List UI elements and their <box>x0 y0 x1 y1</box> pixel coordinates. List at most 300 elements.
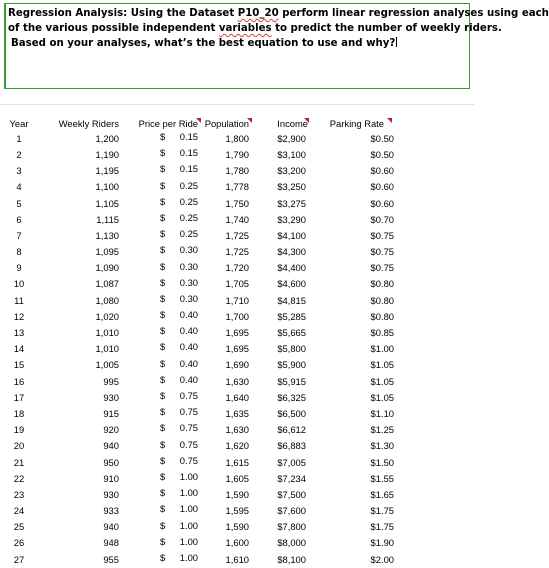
price-value <box>160 390 198 403</box>
table-row <box>0 487 398 503</box>
price-value <box>160 131 198 144</box>
cell-year: 6 <box>16 213 22 225</box>
currency-symbol: $ <box>160 244 166 256</box>
cell-price-per-ride <box>123 131 202 147</box>
cell-population: 1,590 <box>225 521 249 533</box>
cell-price-per-ride <box>123 520 202 536</box>
table-row <box>0 406 398 422</box>
cell-weekly-riders: 940 <box>103 521 119 533</box>
spellcheck-word-variables: variables <box>218 23 272 34</box>
cell-parking-rate: $1.10 <box>370 407 394 419</box>
price-value <box>160 471 198 484</box>
price-value <box>160 406 198 419</box>
cell-parking-rate: $1.05 <box>370 375 394 387</box>
cell-year: 2 <box>16 148 22 160</box>
cell-price-per-ride <box>123 358 202 374</box>
filter-marker-icon[interactable] <box>247 118 252 123</box>
table-row <box>0 552 398 568</box>
cell-income: $2,900 <box>277 132 306 144</box>
price-amount: 0.75 <box>179 390 198 401</box>
price-amount: 1.00 <box>179 551 198 563</box>
table-row <box>0 422 398 438</box>
cell-weekly-riders: 995 <box>103 375 119 387</box>
cell-parking-rate: $1.00 <box>370 343 394 355</box>
currency-symbol: $ <box>160 357 166 369</box>
cell-weekly-riders: 1,005 <box>95 359 119 371</box>
table-row <box>0 520 398 536</box>
cell-population: 1,635 <box>225 407 249 419</box>
cell-price-per-ride <box>123 536 202 552</box>
cell-income: $7,600 <box>277 505 306 517</box>
cell-parking-rate: $1.65 <box>370 488 394 500</box>
question-line-2-end: to predict the number of weekly riders. <box>271 23 502 34</box>
table-row <box>0 358 398 374</box>
currency-symbol: $ <box>160 211 166 223</box>
cell-population: 1,605 <box>225 472 249 484</box>
cell-price-per-ride <box>123 422 202 438</box>
cell-income: $5,900 <box>277 359 306 371</box>
currency-symbol: $ <box>160 228 166 240</box>
cell-parking-rate: $1.90 <box>370 537 394 549</box>
currency-symbol: $ <box>160 503 166 515</box>
price-value <box>160 455 198 468</box>
currency-symbol: $ <box>160 163 166 175</box>
price-value <box>160 261 198 274</box>
table-row <box>0 503 398 519</box>
cell-year: 4 <box>16 181 22 193</box>
cell-year: 17 <box>13 391 25 403</box>
cell-income: $6,612 <box>277 424 306 436</box>
cell-weekly-riders: 950 <box>103 456 119 468</box>
header-weekly-riders: Weekly Riders <box>58 118 119 130</box>
cell-parking-rate: $0.75 <box>370 246 394 258</box>
price-amount: 0.75 <box>179 406 198 418</box>
cell-weekly-riders: 1,020 <box>95 310 119 322</box>
price-amount: 0.75 <box>179 454 198 466</box>
table-row <box>0 374 398 390</box>
filter-marker-icon[interactable] <box>387 118 392 123</box>
currency-symbol: $ <box>160 325 166 337</box>
cell-parking-rate: $0.80 <box>370 310 394 322</box>
cell-price-per-ride <box>123 244 202 260</box>
table-row <box>0 261 398 277</box>
cell-population: 1,690 <box>225 359 249 371</box>
price-amount: 0.75 <box>179 422 198 434</box>
cell-population: 1,630 <box>225 375 249 387</box>
price-amount: 0.15 <box>179 163 198 175</box>
sheet-gridline <box>0 104 474 105</box>
cell-weekly-riders: 1,010 <box>95 327 119 339</box>
cell-weekly-riders: 1,115 <box>96 213 119 225</box>
cell-year: 20 <box>13 440 25 452</box>
cell-year: 22 <box>13 472 25 484</box>
filter-marker-icon[interactable] <box>304 118 309 123</box>
price-amount: 1.00 <box>179 470 198 482</box>
cell-income: $7,500 <box>277 488 306 500</box>
cell-parking-rate: $2.00 <box>370 553 394 565</box>
cell-parking-rate: $1.30 <box>370 440 394 452</box>
cell-population: 1,640 <box>225 391 249 403</box>
cell-price-per-ride <box>123 261 202 277</box>
price-amount: 0.30 <box>179 292 198 304</box>
cell-year: 13 <box>13 327 25 339</box>
price-value <box>160 536 198 549</box>
price-amount: 0.40 <box>179 357 198 369</box>
price-amount: 0.25 <box>179 179 198 191</box>
table-row <box>0 471 398 487</box>
cell-price-per-ride <box>123 147 202 163</box>
cell-income: $3,250 <box>277 181 306 193</box>
header-parking-label: Parking Rate <box>329 118 384 130</box>
cell-income: $7,005 <box>277 456 306 468</box>
cell-price-per-ride <box>123 228 202 244</box>
cell-income: $6,500 <box>277 407 306 419</box>
cell-population: 1,710 <box>225 294 249 306</box>
cell-parking-rate: $1.55 <box>370 472 394 484</box>
cell-year: 21 <box>13 456 25 468</box>
cell-income: $4,300 <box>277 246 306 258</box>
table-row <box>0 439 398 455</box>
header-income <box>253 118 310 131</box>
cell-income: $3,200 <box>277 165 306 177</box>
cell-weekly-riders: 930 <box>103 391 119 403</box>
cell-weekly-riders: 1,130 <box>95 229 119 241</box>
price-amount: 0.30 <box>179 276 198 288</box>
cell-weekly-riders: 1,195 <box>95 165 119 177</box>
table-row <box>0 455 398 471</box>
cell-population: 1,705 <box>225 278 249 290</box>
header-row <box>0 118 398 131</box>
header-price-label: Price per Ride <box>138 118 198 130</box>
cell-population: 1,590 <box>225 488 249 500</box>
price-amount: 1.00 <box>179 487 198 499</box>
cell-year: 27 <box>13 553 25 565</box>
dataset-table <box>0 118 398 568</box>
currency-symbol: $ <box>160 276 166 288</box>
cell-weekly-riders: 1,100 <box>95 181 119 193</box>
price-amount: 0.15 <box>179 131 198 142</box>
cell-population: 1,725 <box>225 229 249 241</box>
cell-weekly-riders: 910 <box>103 472 119 484</box>
cell-income: $8,000 <box>277 537 306 549</box>
cell-income: $4,100 <box>277 229 306 241</box>
cell-year: 25 <box>13 521 25 533</box>
cell-weekly-riders: 1,090 <box>95 262 119 274</box>
currency-symbol: $ <box>160 147 166 159</box>
cell-year: 12 <box>13 310 25 322</box>
price-amount: 1.00 <box>179 535 198 547</box>
cell-income: $5,665 <box>277 327 306 339</box>
cell-income: $4,815 <box>277 294 306 306</box>
cell-year: 8 <box>16 246 22 258</box>
price-value <box>160 439 198 452</box>
cell-income: $4,400 <box>277 262 306 274</box>
cell-income: $6,883 <box>277 440 306 452</box>
cell-price-per-ride <box>123 341 202 357</box>
cell-year: 10 <box>13 278 25 290</box>
currency-symbol: $ <box>160 551 166 563</box>
question-line-2 <box>8 21 502 36</box>
cell-year: 15 <box>13 359 25 371</box>
table-row <box>0 131 398 147</box>
cell-population: 1,740 <box>225 213 249 225</box>
cell-population: 1,750 <box>225 197 249 209</box>
cell-year: 18 <box>13 407 25 419</box>
price-value <box>160 163 198 176</box>
cell-weekly-riders: 1,087 <box>95 278 119 290</box>
question-line-1-start: Regression Analysis: Using the Dataset <box>8 8 238 19</box>
cell-population: 1,780 <box>225 165 249 177</box>
cell-weekly-riders: 930 <box>103 488 119 500</box>
question-textbox[interactable] <box>4 3 549 89</box>
cell-income: $6,325 <box>277 391 306 403</box>
cell-parking-rate: $0.50 <box>370 132 394 144</box>
currency-symbol: $ <box>160 179 166 191</box>
header-year: Year <box>9 118 29 130</box>
header-parking-rate <box>310 118 398 131</box>
price-value <box>160 180 198 193</box>
cell-income: $7,234 <box>277 472 306 484</box>
cell-population: 1,725 <box>225 246 249 258</box>
price-value <box>160 293 198 306</box>
cell-income: $5,800 <box>277 343 306 355</box>
cell-parking-rate: $0.80 <box>370 278 394 290</box>
currency-symbol: $ <box>160 454 166 466</box>
cell-parking-rate: $1.50 <box>370 456 394 468</box>
cell-year: 19 <box>13 424 25 436</box>
header-income-label: Income <box>277 118 308 130</box>
cell-year: 26 <box>13 537 25 549</box>
cell-population: 1,600 <box>225 537 249 549</box>
price-value <box>160 374 198 387</box>
cell-price-per-ride <box>123 293 202 309</box>
cell-parking-rate: $1.25 <box>370 424 394 436</box>
cell-population: 1,610 <box>225 553 249 565</box>
cell-population: 1,695 <box>225 327 249 339</box>
cell-parking-rate: $0.85 <box>370 327 394 339</box>
text-cursor <box>396 37 397 47</box>
cell-weekly-riders: 948 <box>103 537 119 549</box>
cell-population: 1,615 <box>225 456 249 468</box>
currency-symbol: $ <box>160 406 166 418</box>
cell-weekly-riders: 1,190 <box>95 148 119 160</box>
cell-year: 11 <box>14 294 24 306</box>
table-row <box>0 309 398 325</box>
table-row <box>0 341 398 357</box>
price-value <box>160 552 198 565</box>
price-value <box>160 358 198 371</box>
price-value <box>160 503 198 516</box>
cell-population: 1,630 <box>225 424 249 436</box>
cell-weekly-riders: 1,010 <box>95 343 119 355</box>
filter-marker-icon[interactable] <box>196 118 201 123</box>
price-value <box>160 212 198 225</box>
cell-price-per-ride <box>123 277 202 293</box>
table-row <box>0 180 398 196</box>
table-row <box>0 244 398 260</box>
cell-population: 1,620 <box>225 440 249 452</box>
currency-symbol: $ <box>160 438 166 450</box>
cell-year: 23 <box>13 488 25 500</box>
cell-price-per-ride <box>123 196 202 212</box>
cell-price-per-ride <box>123 503 202 519</box>
table-row <box>0 212 398 228</box>
table-row <box>0 293 398 309</box>
currency-symbol: $ <box>160 341 166 353</box>
question-line-3-text: Based on your analyses, what’s the best equation to use and why? <box>11 38 396 49</box>
price-value <box>160 520 198 533</box>
price-amount: 1.00 <box>179 503 198 515</box>
question-line-1 <box>8 6 549 21</box>
cell-parking-rate: $0.80 <box>370 294 394 306</box>
currency-symbol: $ <box>160 487 166 499</box>
price-value <box>160 277 198 290</box>
cell-income: $3,275 <box>277 197 306 209</box>
cell-price-per-ride <box>123 439 202 455</box>
cell-weekly-riders: 1,080 <box>95 294 119 306</box>
cell-income: $3,290 <box>277 213 306 225</box>
price-value <box>160 487 198 500</box>
price-amount: 1.00 <box>179 519 198 531</box>
cell-price-per-ride <box>123 487 202 503</box>
price-value <box>160 309 198 322</box>
cell-price-per-ride <box>123 325 202 341</box>
price-value <box>160 244 198 257</box>
cell-year: 1 <box>16 132 22 144</box>
cell-price-per-ride <box>123 163 202 179</box>
table-row <box>0 536 398 552</box>
cell-weekly-riders: 1,095 <box>95 246 119 258</box>
cell-population: 1,595 <box>225 505 249 517</box>
table-row <box>0 277 398 293</box>
cell-price-per-ride <box>123 374 202 390</box>
price-value <box>160 422 198 435</box>
question-line-2-start: of the various possible independent <box>8 23 219 34</box>
cell-price-per-ride <box>123 309 202 325</box>
cell-population: 1,720 <box>225 262 249 274</box>
cell-price-per-ride <box>123 552 202 568</box>
price-amount: 0.25 <box>179 228 198 240</box>
price-amount: 0.15 <box>179 147 198 159</box>
price-amount: 0.75 <box>179 438 198 450</box>
currency-symbol: $ <box>160 535 166 547</box>
header-population-label: Population <box>204 118 249 130</box>
cell-weekly-riders: 955 <box>103 553 119 565</box>
table-row <box>0 325 398 341</box>
currency-symbol: $ <box>160 519 166 531</box>
price-amount: 0.30 <box>179 260 198 272</box>
cell-parking-rate: $0.75 <box>370 262 394 274</box>
cell-population: 1,700 <box>225 310 249 322</box>
cell-weekly-riders: 1,105 <box>95 197 119 209</box>
cell-price-per-ride <box>123 455 202 471</box>
currency-symbol: $ <box>160 292 166 304</box>
cell-income: $8,100 <box>277 553 306 565</box>
cell-parking-rate: $0.70 <box>370 213 394 225</box>
currency-symbol: $ <box>160 470 166 482</box>
price-amount: 0.30 <box>179 244 198 256</box>
cell-price-per-ride <box>123 180 202 196</box>
cell-price-per-ride <box>123 406 202 422</box>
table-body <box>0 131 398 568</box>
table-row <box>0 147 398 163</box>
cell-income: $5,285 <box>277 310 306 322</box>
currency-symbol: $ <box>160 131 166 142</box>
price-amount: 0.40 <box>179 341 198 353</box>
spellcheck-word-dataset: P10_20 <box>237 8 279 19</box>
currency-symbol: $ <box>160 422 166 434</box>
cell-year: 9 <box>16 262 22 274</box>
cell-parking-rate: $0.60 <box>370 165 394 177</box>
header-population <box>202 118 253 131</box>
price-amount: 0.40 <box>179 325 198 337</box>
cell-income: $5,915 <box>277 375 306 387</box>
cell-weekly-riders: 920 <box>103 424 119 436</box>
price-amount: 0.25 <box>179 195 198 207</box>
table-row <box>0 196 398 212</box>
header-price-per-ride <box>123 118 202 131</box>
cell-year: 5 <box>16 197 22 209</box>
cell-weekly-riders: 915 <box>103 407 119 419</box>
cell-population: 1,695 <box>225 343 249 355</box>
cell-income: $4,600 <box>277 278 306 290</box>
cell-year: 3 <box>16 165 22 177</box>
cell-weekly-riders: 940 <box>103 440 119 452</box>
currency-symbol: $ <box>160 195 166 207</box>
price-amount: 0.40 <box>179 309 198 321</box>
price-value <box>160 341 198 354</box>
cell-year: 7 <box>16 229 22 241</box>
price-value <box>160 147 198 160</box>
cell-year: 14 <box>13 343 25 355</box>
cell-parking-rate: $1.05 <box>370 359 394 371</box>
cell-weekly-riders: 933 <box>103 505 119 517</box>
cell-year: 16 <box>13 375 25 387</box>
cell-parking-rate: $0.50 <box>370 148 394 160</box>
cell-price-per-ride <box>123 212 202 228</box>
cell-parking-rate: $1.75 <box>370 521 394 533</box>
cell-parking-rate: $0.75 <box>370 229 394 241</box>
cell-income: $3,100 <box>277 148 306 160</box>
cell-price-per-ride <box>123 390 202 406</box>
currency-symbol: $ <box>160 309 166 321</box>
cell-population: 1,778 <box>225 181 249 193</box>
price-amount: 0.25 <box>179 211 198 223</box>
currency-symbol: $ <box>160 373 166 385</box>
table-row <box>0 163 398 179</box>
cell-parking-rate: $1.05 <box>370 391 394 403</box>
cell-parking-rate: $0.60 <box>370 181 394 193</box>
question-line-1-end: perform linear regression analyses using each <box>278 8 549 19</box>
cell-income: $7,800 <box>277 521 306 533</box>
price-value <box>160 196 198 209</box>
cell-parking-rate: $1.75 <box>370 505 394 517</box>
cell-price-per-ride <box>123 471 202 487</box>
table-row <box>0 390 398 406</box>
price-value <box>160 228 198 241</box>
cell-weekly-riders: 1,200 <box>95 132 119 144</box>
price-amount: 0.40 <box>179 373 198 385</box>
cell-year: 24 <box>13 505 25 517</box>
currency-symbol: $ <box>160 390 166 401</box>
cell-parking-rate: $0.60 <box>370 197 394 209</box>
cell-population: 1,800 <box>225 132 249 144</box>
cell-population: 1,790 <box>225 148 249 160</box>
currency-symbol: $ <box>160 260 166 272</box>
question-line-3 <box>8 36 467 51</box>
price-value <box>160 325 198 338</box>
table-row <box>0 228 398 244</box>
